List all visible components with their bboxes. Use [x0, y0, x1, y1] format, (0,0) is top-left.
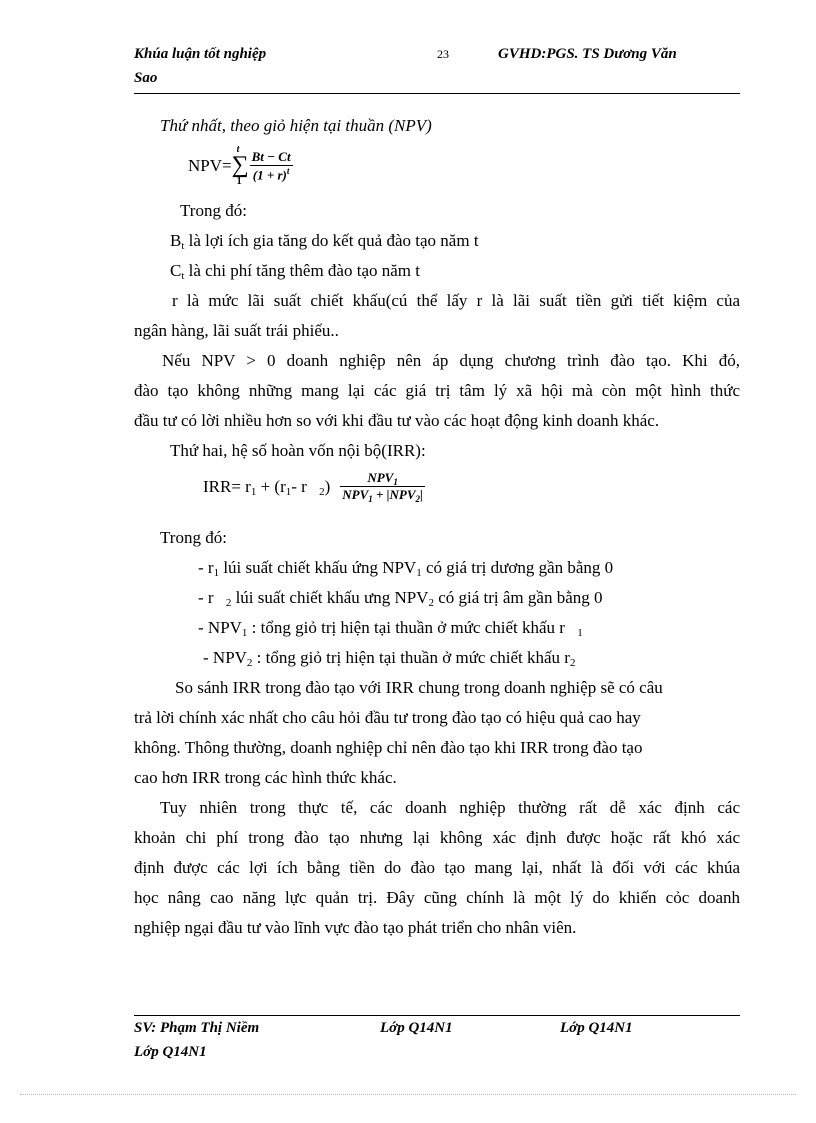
- footer-class-2: Lớp Q14N1: [560, 1020, 633, 1036]
- d4-sub: 2: [246, 657, 253, 669]
- irr-fraction: [340, 470, 425, 503]
- irr-num-text: NPV: [367, 470, 394, 485]
- irr-den-mid: + |: [372, 487, 390, 502]
- npv-denominator: [250, 166, 293, 183]
- reality-line1: Tuy nhiên trong thực tế, các doanh nghiệp thường rất dễ xác định các: [160, 798, 740, 817]
- npv-fraction: [250, 149, 293, 183]
- irr-den-end: |: [420, 487, 423, 502]
- footer-student: SV: Phạm Thị Niềm: [134, 1020, 260, 1036]
- r-definition-line2: ngân hàng, lãi suất trái phiếu..: [134, 321, 339, 340]
- npv-condition-line2: đào tạo không những mang lại các giá trị tâm lý xã hội mà còn một hình thức: [134, 381, 740, 400]
- npv-denominator-exp: t: [286, 165, 290, 176]
- ct-text: là chi phí tăng thêm đào tạo năm t: [184, 261, 420, 280]
- npv-sigma: [232, 146, 248, 186]
- irr-formula: [203, 470, 425, 518]
- npv-sigma-bottom: 1: [236, 176, 242, 187]
- compare-line4: cao hơn IRR trong các hình thức khác.: [134, 768, 397, 787]
- d2-c: có giá trị âm gần bằng 0: [433, 588, 603, 607]
- r-definition-line1: r là mức lãi suất chiết khấu(cú thể lấy r là lãi suất tiền gửi tiết kiệm của: [172, 291, 740, 310]
- d3-sub2: 1: [577, 627, 583, 639]
- footer-rule: [134, 1015, 740, 1016]
- irr-mid-sub1: 1: [285, 485, 292, 498]
- ct-subscript: t: [181, 270, 185, 282]
- npv-intro: Thứ nhất, theo giỏ hiện tại thuần (NPV): [160, 116, 432, 135]
- page-edge-dotted-line: [20, 1094, 796, 1095]
- d2-sub: 2: [225, 597, 232, 609]
- irr-den1: NPV: [342, 487, 369, 502]
- irr-denominator: [340, 487, 425, 503]
- header-advisor: GVHD:PGS. TS Dương Văn: [498, 46, 677, 62]
- reality-line2: khoản chi phí trong đào tạo nhưng lại không xác định được hoặc rất khó xác: [134, 828, 740, 847]
- ct-symbol: C: [170, 261, 182, 280]
- bt-text: là lợi ích gia tăng do kết quả đào tạo năm t: [184, 231, 479, 250]
- d4-sub2: 2: [569, 657, 576, 669]
- reality-line3: định được các lợi ích bằng tiền do đào tạo mang lại, nhất là đối với các khúa: [134, 858, 740, 877]
- ct-definition: [170, 261, 420, 281]
- sigma-icon: ∑: [231, 152, 249, 178]
- footer-class-1: Lớp Q14N1: [380, 1020, 453, 1036]
- header-left-line1: Khúa luận tốt nghiệp: [134, 46, 267, 62]
- irr-den1-sub: 1: [368, 494, 373, 504]
- d2-sub2: 2: [428, 597, 434, 609]
- bt-definition: [170, 231, 479, 251]
- irr-lhs: [203, 477, 330, 496]
- footer-class-3: Lớp Q14N1: [134, 1044, 207, 1060]
- d1-b: lúi suất chiết khấu ứng NPV: [219, 558, 417, 577]
- d3-sub: 1: [241, 627, 248, 639]
- irr-mid1: + (r: [256, 476, 286, 496]
- npv-formula: [188, 146, 293, 190]
- bt-subscript: t: [181, 240, 185, 252]
- d1-a: - r: [198, 558, 214, 577]
- irr-numerator: [340, 470, 425, 487]
- irr-def-npv1: [198, 618, 583, 638]
- d2-b: lúi suất chiết khấu ưng NPV: [231, 588, 429, 607]
- header-rule: [134, 93, 740, 94]
- compare-line1: So sánh IRR trong đào tạo với IRR chung trong doanh nghiệp sẽ có câu: [175, 678, 663, 697]
- d4-a: - NPV: [203, 648, 247, 667]
- irr-num-sub: 1: [393, 477, 398, 487]
- page-number: 23: [437, 47, 449, 61]
- irr-mid2: - r: [291, 476, 312, 496]
- irr-def-npv2: [203, 648, 575, 668]
- compare-line2: trả lời chính xác nhất cho câu hỏi đầu tư trong đào tạo có hiệu quả cao hay: [134, 708, 641, 727]
- irr-mid-sub2: 2: [319, 485, 325, 498]
- npv-numerator: Bt − Ct: [251, 148, 291, 164]
- d1-sub: 1: [213, 567, 220, 579]
- d1-sub2: 1: [416, 567, 422, 579]
- npv-condition-line1: Nếu NPV > 0 doanh nghiệp nên áp dụng chương trình đào tạo. Khi đó,: [162, 351, 740, 370]
- npv-lhs: NPV=: [188, 156, 232, 175]
- irr-lhs-sub: 1: [250, 485, 257, 498]
- npv-denominator-base: (1 + r): [252, 167, 287, 183]
- npv-condition-line3: đầu tư có lời nhiều hơn so với khi đầu tư vào các hoạt động kinh doanh khác.: [134, 411, 660, 430]
- where-label-1: Trong đó:: [180, 201, 247, 220]
- d4-b: : tổng giỏ trị hiện tại thuần ở mức chiết khấu r: [252, 648, 570, 667]
- irr-def-r2: [198, 588, 603, 608]
- d3-b: : tổng giỏ trị hiện tại thuần ở mức chiết khấu r: [247, 618, 570, 637]
- irr-mid3: ): [324, 476, 331, 496]
- irr-lhs-text: IRR= r: [203, 476, 251, 496]
- where-label-2: Trong đó:: [160, 528, 227, 547]
- irr-intro: Thứ hai, hệ số hoàn vốn nội bộ(IRR):: [170, 441, 426, 460]
- d1-c: có giá trị dương gần bằng 0: [421, 558, 614, 577]
- bt-symbol: B: [170, 231, 182, 250]
- d3-a: - NPV: [198, 618, 242, 637]
- reality-line4: học nâng cao năng lực quản trị. Đây cũng chính là một lý do khiến cỏc doanh: [134, 888, 740, 907]
- irr-den2-sub: 2: [415, 494, 421, 504]
- header-left-line2: Sao: [134, 70, 158, 86]
- d2-a: - r: [198, 588, 218, 607]
- compare-line3: không. Thông thường, doanh nghiệp chỉ nên đào tạo khi IRR trong đào tạo: [134, 738, 643, 757]
- reality-line5: nghiệp ngại đầu tư vào lĩnh vực đào tạo phát triển cho nhân viên.: [134, 918, 577, 937]
- irr-den2: NPV: [389, 487, 416, 502]
- npv-sigma-top: t: [236, 144, 240, 155]
- irr-def-r1: [198, 558, 613, 578]
